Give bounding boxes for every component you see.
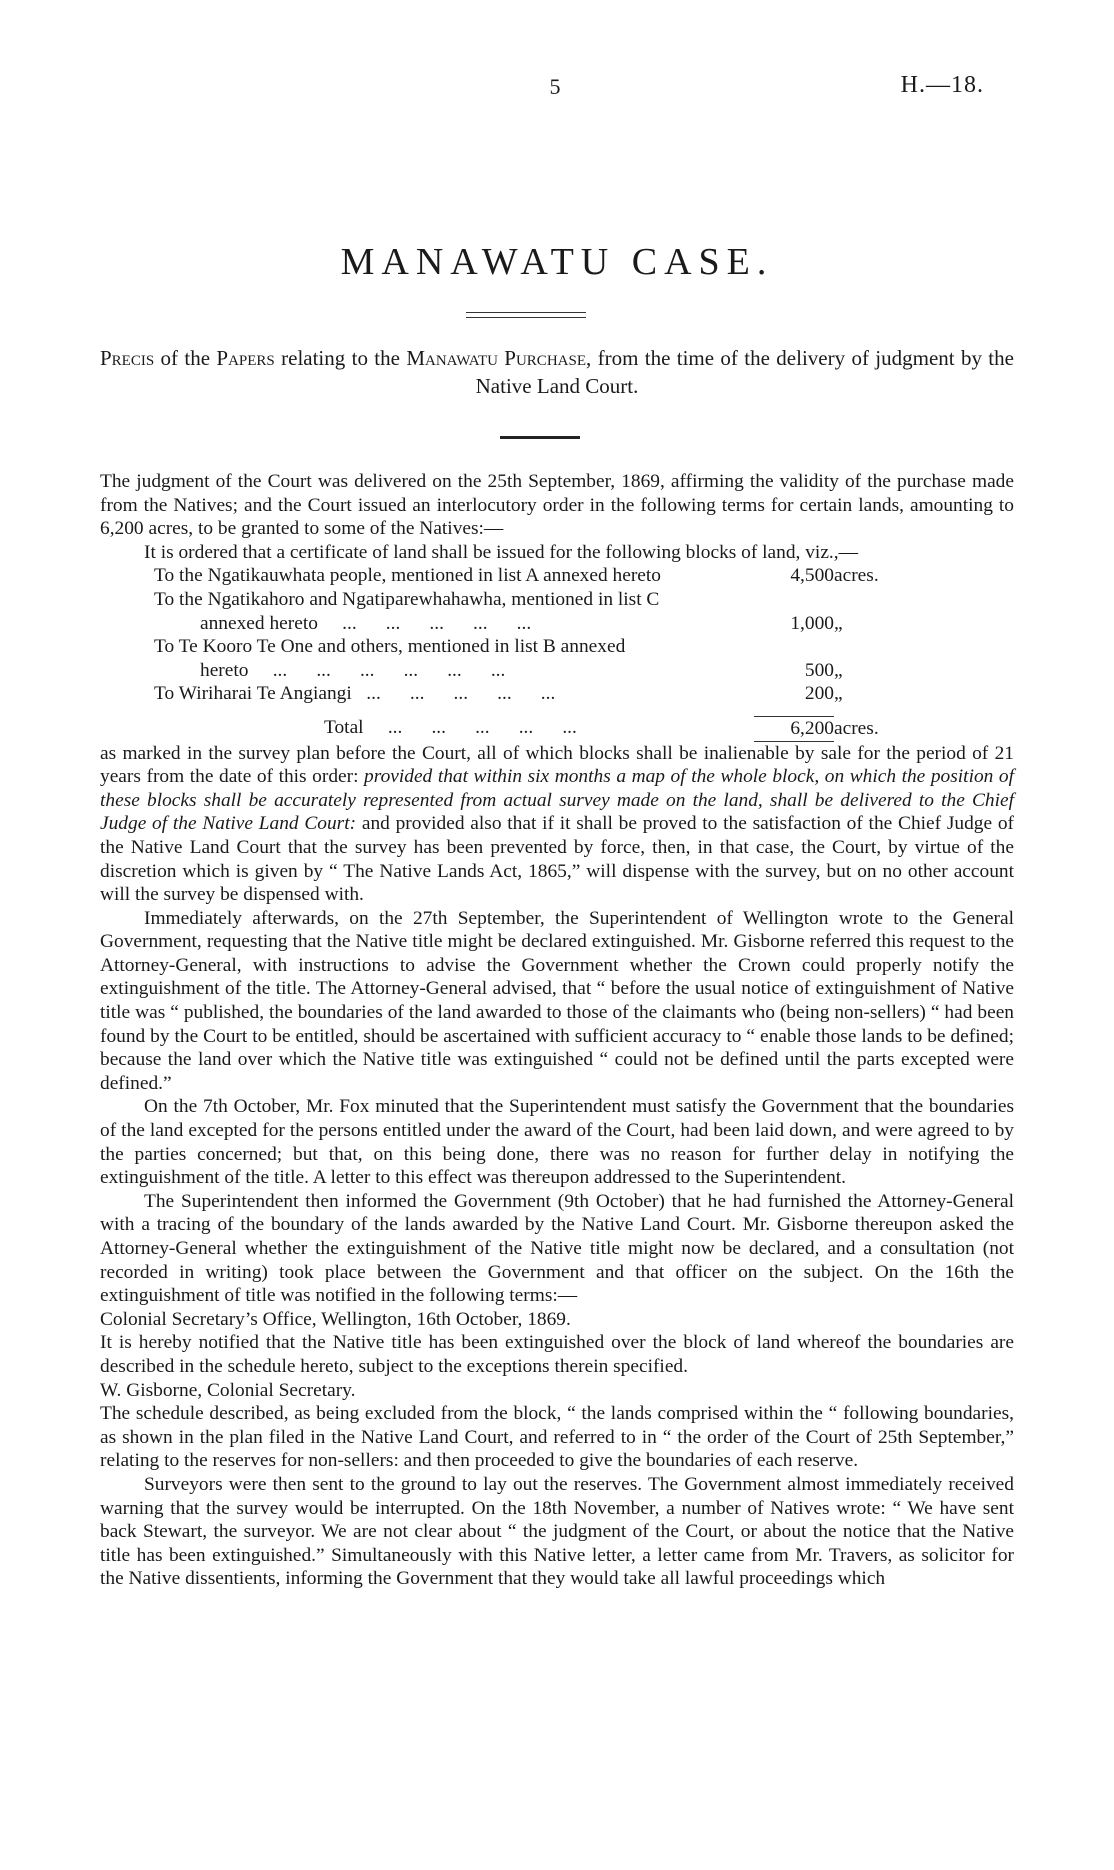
total-unit: acres.	[834, 717, 879, 739]
document-reference: H.—18.	[900, 72, 984, 98]
paragraph-fox-minute: On the 7th October, Mr. Fox minuted that the Superintendent must satisfy the Government that the boundaries of the land excepted for the persons entitled under the award of the Court, had been laid down, and were agreed to by the parties concerned; but that, on this being done, there was no reason for further delay in notifying the extinguishment of the title. A letter to this effect was thereupon addressed to the Superintendent.	[100, 1096, 1014, 1189]
grant-row	[154, 564, 954, 588]
precis-text: relating to the	[274, 346, 407, 370]
precis-word: Precis	[100, 346, 155, 370]
document-body	[100, 470, 1014, 1591]
grant-description: To the Ngatikauwhata people, mentioned in list A annexed hereto	[154, 565, 661, 587]
total-label: Total	[324, 716, 364, 738]
grant-description: To Wiriharai Te Angiangi	[154, 683, 352, 705]
grant-unit: „	[834, 683, 843, 705]
grants-table	[154, 564, 954, 741]
grant-amount: 200	[804, 683, 834, 705]
grant-description-cont: hereto	[200, 659, 249, 681]
title-double-rule	[466, 312, 586, 318]
notice-dateline: Colonial Secretary’s Office, Wellington, 16th October, 1869.	[100, 1308, 571, 1330]
grant-description: To the Ngatikahoro and Ngatiparewhahawha, mentioned in list C	[154, 588, 660, 610]
paragraph-surveyors: Surveyors were then sent to the ground to lay out the reserves. The Government almost immediately received warning that the survey would be interrupted. On the 18th November, a number of Natives wrote: “ We have sent back Stewart, the surveyor. We are not clear about “ the judgment of the Court, or about the notice that the Native title has been extinguished.” Simultaneously with this Native letter, a letter came from Mr. Travers, as solicitor for the Native dissentients, informing the Government that they would take all lawful proceedings which	[100, 1473, 1014, 1590]
text-run: and provided also that if it shall be proved to the satisfaction of the Chief Judge of the Native Land Court that the survey has been prevented by force, then, in that case, the Court, by virtue of the discretion which is given by “ The Native Lands Act, 1865,” will dispense with the survey, but on no other account will the survey be dispensed with.	[100, 813, 1014, 906]
precis-text: of the	[154, 346, 217, 370]
precis-text: , from the time of the delivery of judgment by the Native Land Court.	[475, 346, 1014, 398]
italic-proviso: provided that within six months a map of the whole block, on which the position of these blocks shall be accurately represented from actual survey made on the land, shall be delivered to the Chief Judge of the Native Land Court:	[100, 766, 1014, 835]
grant-description: To Te Kooro Te One and others, mentioned in list B annexed	[154, 636, 626, 658]
notice-signature: W. Gisborne, Colonial Secretary.	[100, 1379, 356, 1401]
grant-amount: 500	[804, 659, 834, 681]
paragraph-survey-condition	[100, 742, 1014, 907]
grant-unit: „	[834, 612, 843, 634]
precis-heading	[100, 344, 1014, 400]
document-title: MANAWATU CASE.	[340, 241, 774, 283]
grant-amount: 4,500	[790, 565, 834, 587]
total-amount: 6,200	[790, 717, 834, 739]
purchase-words: Manawatu Purchase	[406, 346, 586, 370]
grant-unit: „	[834, 659, 843, 681]
paragraph-schedule: The schedule described, as being excluded from the block, “ the lands comprised within the “ following boundaries, as shown in the plan filed in the Native Land Court, and referred to in “ the order of the Court of 25th September,” relating to the reserves for non-sellers: and then proceeded to give the boundaries of each reserve.	[100, 1403, 1014, 1472]
paragraph-tracing: The Superintendent then informed the Government (9th October) that he had furnished the Attorney-General with a tracing of the boundary of the lands awarded by the Native Land Court. Mr. Gisborne thereupon asked the Attorney-General whether the extinguishment of the Native title might now be declared, and a consultation (not recorded in writing) took place between the Government and that officer on the subject. On the 16th the extinguishment of title was notified in the following terms:—	[100, 1190, 1014, 1307]
papers-word: Papers	[216, 346, 275, 370]
grant-description-cont: annexed hereto	[200, 612, 318, 634]
grant-unit: acres.	[834, 565, 879, 587]
paragraph-judgment: The judgment of the Court was delivered on the 25th September, 1869, affirming the validity of the purchase made from the Natives; and the Court issued an interlocutory order in the following terms for certain lands, amounting to 6,200 acres, to be granted to some of the Natives:—	[100, 471, 1014, 540]
paragraph-superintendent: Immediately afterwards, on the 27th September, the Superintendent of Wellington wrote to the General Government, requesting that the Native title might be declared extinguished. Mr. Gisborne referred this request to the Attorney-General, with instructions to advise the Government whether the Crown could properly notify the extinguishment of the title. The Attorney-General advised, that “ before the usual notice of extinguishment of Native title was “ published, the boundaries of the land awarded to those of the claimants who (being non-sellers) “ had been found by the Court to be entitled, should be ascertained with sufficient accuracy to “ enable those lands to be defined; because the land over which the Native title was extinguished “ could not be defined until the parts excepted were defined.”	[100, 907, 1014, 1094]
total-rule-top	[754, 716, 834, 717]
page-number: 5	[549, 74, 561, 99]
order-intro: It is ordered that a certificate of land shall be issued for the following blocks of land, viz.,—	[144, 541, 859, 563]
grant-row: To Te Kooro Te One and others, mentioned in list B annexed hereto ... ... ... ... ... ... 500 „	[154, 635, 954, 682]
grant-row: To Wiriharai Te Angiangi ... ... ... ... ... 200 „	[154, 682, 954, 706]
text-run: as marked in the survey plan before the Court, all of which blocks shall be inalienable by sale for the period of 21 years from the date of this order:	[100, 742, 1014, 788]
total-row: Total ... ... ... ... ... 6,200 acres.	[154, 706, 954, 742]
grant-amount: 1,000	[790, 612, 834, 634]
section-rule	[500, 436, 580, 439]
grant-row: To the Ngatikahoro and Ngatiparewhahawha, mentioned in list C annexed hereto ... ... ... ... ... 1,000 „	[154, 588, 954, 635]
notice-text: It is hereby notified that the Native title has been extinguished over the block of land whereof the boundaries are described in the schedule hereto, subject to the exceptions therein specified.	[100, 1332, 1014, 1377]
